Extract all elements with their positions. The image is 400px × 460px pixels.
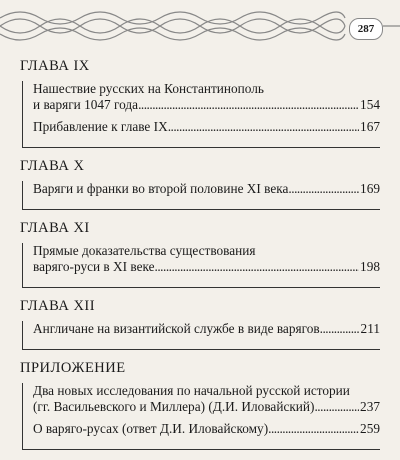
chapter-entries <box>22 383 380 450</box>
chapter-heading: ГЛАВА XI <box>20 220 90 236</box>
chapter-11 <box>20 220 380 288</box>
appendix <box>20 360 380 450</box>
toc-entry[interactable] <box>33 421 380 437</box>
toc-entry[interactable] <box>33 181 380 197</box>
leader-dots <box>320 321 360 337</box>
entry-page: 237 <box>360 399 380 414</box>
chapter-heading: ГЛАВА IX <box>20 58 90 74</box>
entry-title-line2: и варяги 1047 года <box>33 97 139 112</box>
entry-page: 167 <box>360 119 380 134</box>
toc-entry[interactable] <box>33 243 380 275</box>
toc-entry[interactable] <box>33 321 380 337</box>
header-ornament <box>0 6 400 46</box>
entry-title-line1: Нашествие русских на Константинополь <box>33 81 264 96</box>
chapter-entries <box>22 81 380 148</box>
leader-dots <box>155 259 360 275</box>
chapter-heading: ГЛАВА XII <box>20 298 96 314</box>
entry-title-line1: Два новых исследования по начальной русской истории <box>33 383 350 398</box>
chapter-9 <box>20 58 380 148</box>
leader-dots <box>138 97 359 113</box>
chapter-10 <box>20 158 380 210</box>
chapter-heading: ПРИЛОЖЕНИЕ <box>20 360 126 376</box>
entry-page: 198 <box>360 259 380 274</box>
entry-page: 169 <box>360 181 380 196</box>
page-number: 287 <box>349 18 383 40</box>
entry-title: Англичане на византийской службе в виде варягов <box>33 321 320 336</box>
entry-title: О варяго-русах (ответ Д.И. Иловайскому) <box>33 421 269 436</box>
leader-dots <box>268 421 359 437</box>
entry-page: 259 <box>360 421 380 436</box>
toc-entry[interactable] <box>33 119 380 135</box>
entry-title: Прибавление к главе IX <box>33 119 168 134</box>
entry-title-line1: Прямые доказательства существования <box>33 243 256 258</box>
leader-dots <box>314 399 359 415</box>
entry-title: Варяги и франки во второй половине XI века <box>33 181 289 196</box>
entry-title-line2: варяго-руси в XI веке <box>33 259 155 274</box>
leader-dots <box>288 181 359 197</box>
chapter-12 <box>20 298 380 350</box>
toc-entry[interactable] <box>33 81 380 113</box>
chapter-entries <box>22 243 380 288</box>
chapter-heading: ГЛАВА X <box>20 158 85 174</box>
entry-title-line2: (гг. Васильевского и Миллера) (Д.И. Иловайский) <box>33 399 315 414</box>
table-of-contents <box>20 58 380 460</box>
entry-page: 211 <box>360 321 380 336</box>
leader-dots <box>168 119 359 135</box>
entry-page: 154 <box>360 97 380 112</box>
chapter-entries <box>22 321 380 350</box>
toc-entry[interactable] <box>33 383 380 415</box>
chapter-entries <box>22 181 380 210</box>
